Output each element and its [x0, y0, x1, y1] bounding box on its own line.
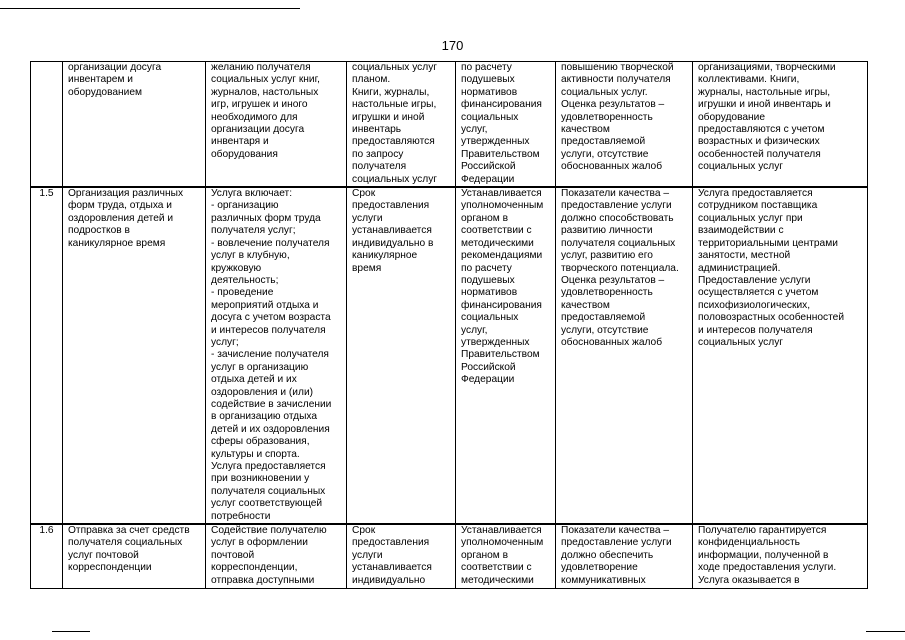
- service-conditions-cell: Услуга предоставляется сотрудником поставщика социальных услуг при взаимодействии с территориальными центрами занятости, местной администрацией. Предоставление услуги осуществляется с учетом психофизиологических, половозрастных особенностей и интересов получателя социальных услуг: [693, 187, 868, 524]
- service-term-cell: Срок предоставления услуги устанавливается индивидуально в каникулярное время: [347, 187, 456, 524]
- service-description-cell: желанию получателя социальных услуг книг, журналов, настольных игр, игрушек и иного необходимого для организации досуга инвентаря и оборудования: [206, 62, 347, 188]
- service-cost-cell: Устанавливается уполномоченным органом в соответствии с методическими: [456, 524, 556, 588]
- services-table: [30, 61, 868, 589]
- row-number: [31, 62, 63, 188]
- table-row-1-5: [31, 187, 868, 524]
- service-cost-cell: Устанавливается уполномоченным органом в соответствии с методическими рекомендациями по расчету подушевых нормативов финансирования социальных услуг, утвержденных Правительством Российской Федерации: [456, 187, 556, 524]
- service-quality-cell: повышению творческой активности получателя социальных услуг. Оценка результатов – удовлетворенность качеством предоставляемой услуги, отсутствие обоснованных жалоб: [556, 62, 693, 188]
- row-number: 1.5: [31, 187, 63, 524]
- footer-rule-left: [52, 631, 90, 632]
- footer-rule-right: [866, 631, 905, 632]
- service-name-cell: Организация различных форм труда, отдыха и оздоровления детей и подростков в каникулярное время: [63, 187, 206, 524]
- service-term-cell: Срок предоставления услуги устанавливается индивидуально: [347, 524, 456, 588]
- service-conditions-cell: организациями, творческими коллективами. Книги, журналы, настольные игры, игрушки и иной инвентарь и оборудование предоставляются с учетом возрастных и физических особенностей получателя социальных услуг: [693, 62, 868, 188]
- service-quality-cell: Показатели качества – предоставление услуги должно способствовать развитию личности получателя социальных услуг, развитию его творческого потенциала. Оценка результатов – удовлетворенность качеством предоставляемой услуги, отсутствие обоснованных жалоб: [556, 187, 693, 524]
- service-description-cell: Содействие получателю услуг в оформлении почтовой корреспонденции, отправка доступными: [206, 524, 347, 588]
- header-rule: [0, 8, 300, 9]
- service-name-cell: Отправка за счет средств получателя социальных услуг почтовой корреспонденции: [63, 524, 206, 588]
- page-number: 170: [441, 38, 464, 53]
- service-name-cell: организации досуга инвентарем и оборудованием: [63, 62, 206, 188]
- service-quality-cell: Показатели качества – предоставление услуги должно обеспечить удовлетворение коммуникативных: [556, 524, 693, 588]
- table-row-continued: [31, 62, 868, 188]
- service-description-cell: Услуга включает: - организацию различных форм труда получателя услуг; - вовлечение получателя услуг в клубную, кружковую деятельность; - проведение мероприятий отдыха и досуга с учетом возраста и интересов получателя услуг; - зачисление получателя услуг в организацию отдыха детей и их оздоровления и (или) содействие в зачислении в организацию отдыха детей и их оздоровления сферы образования, культуры и спорта. Услуга предоставляется при возникновении у получателя социальных услуг соответствующей потребности: [206, 187, 347, 524]
- service-term-cell: социальных услуг планом. Книги, журналы, настольные игры, игрушки и иной инвентарь предоставляются по запросу получателя социальных услуг: [347, 62, 456, 188]
- table-row-1-6: [31, 524, 868, 588]
- service-cost-cell: по расчету подушевых нормативов финансирования социальных услуг, утвержденных Правительством Российской Федерации: [456, 62, 556, 188]
- service-conditions-cell: Получателю гарантируется конфиденциальность информации, полученной в ходе предоставления услуги. Услуга оказывается в: [693, 524, 868, 588]
- row-number: 1.6: [31, 524, 63, 588]
